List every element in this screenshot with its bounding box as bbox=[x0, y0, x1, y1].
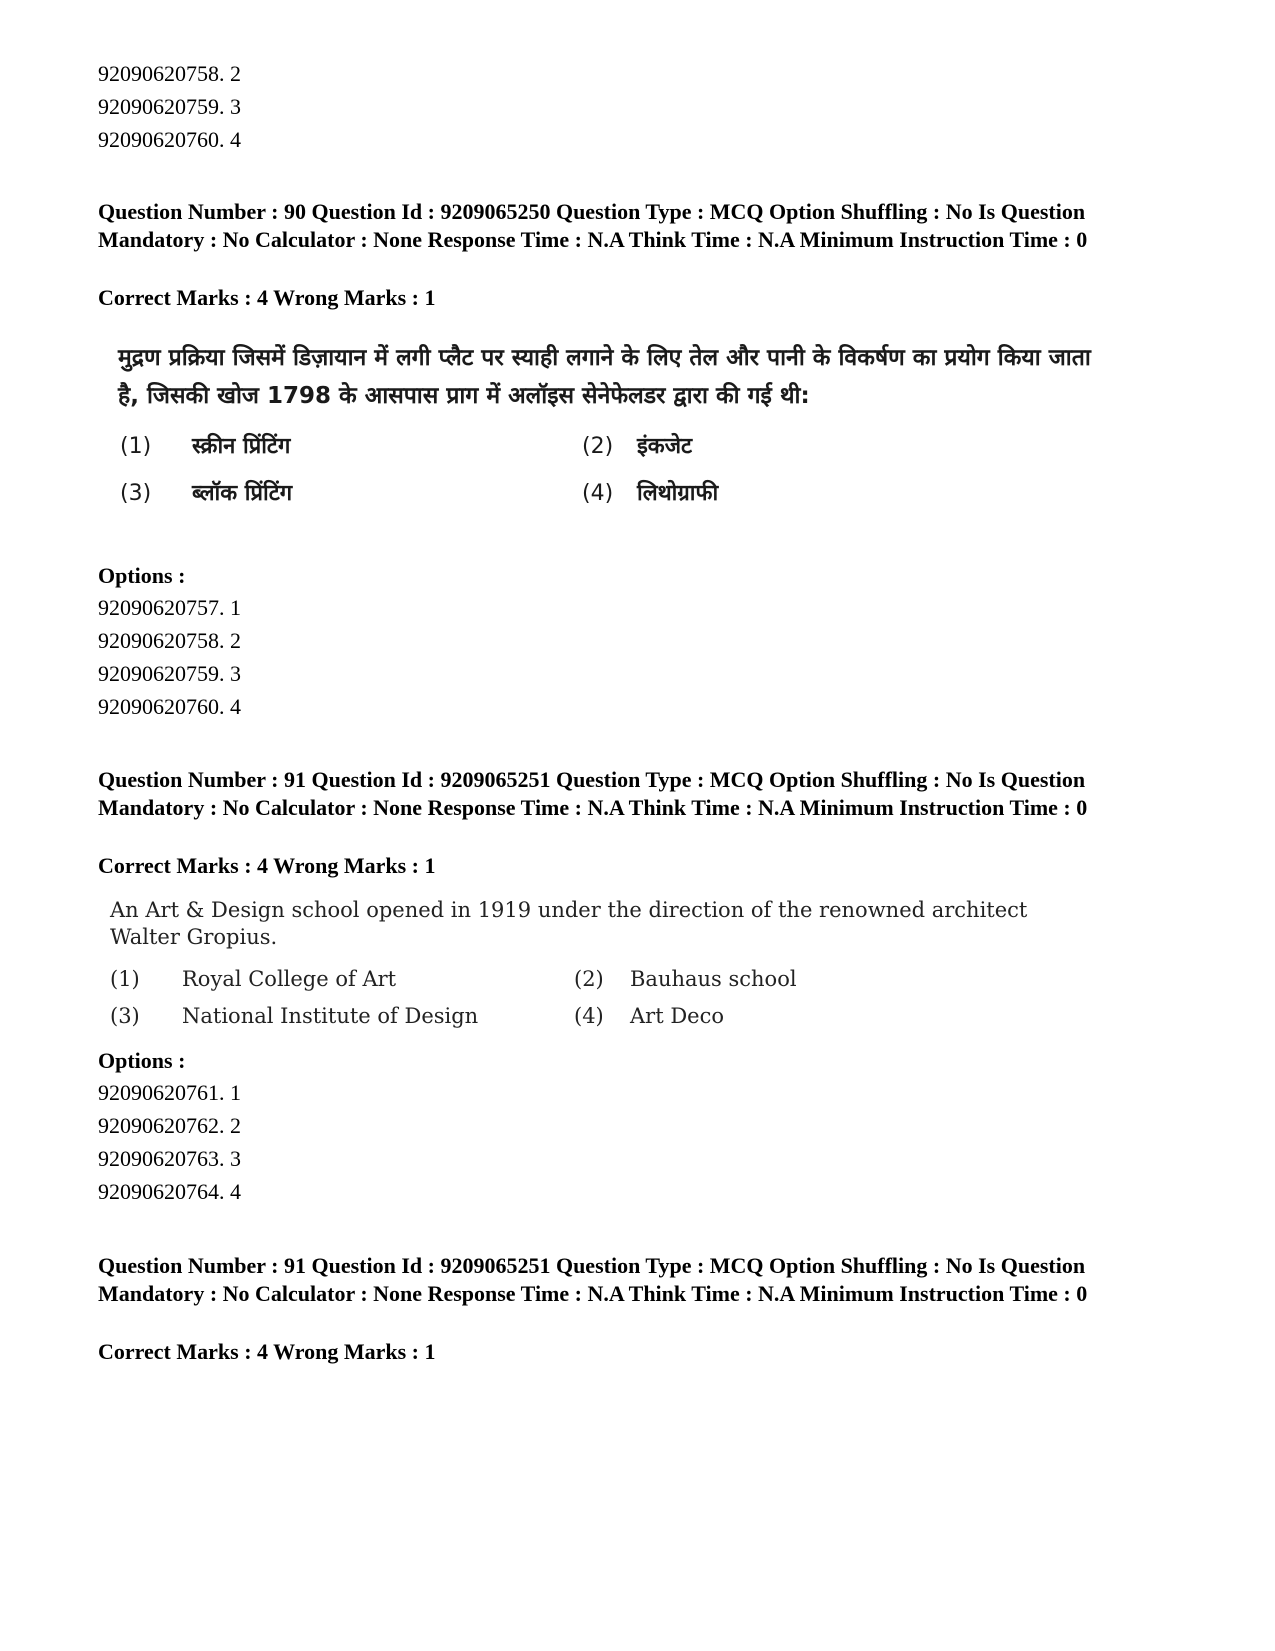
choice-label: Royal College of Art bbox=[182, 967, 397, 991]
question-marks: Correct Marks : 4 Wrong Marks : 1 bbox=[98, 1339, 436, 1364]
choice-label: स्क्रीन प्रिंटिंग bbox=[192, 434, 291, 459]
options-heading: Options : bbox=[98, 1048, 186, 1073]
option-line: 92090620764. 4 bbox=[98, 1179, 241, 1204]
question-text: An Art & Design school opened in 1919 under the direction of the renowned architect Walter Gropius. bbox=[110, 898, 1028, 949]
choice-item bbox=[582, 430, 692, 460]
choice-number: (1) bbox=[120, 434, 152, 459]
question-meta: Question Number : 91 Question Id : 9209065251 Question Type : MCQ Option Shuffling : No Is Question Mandatory : No Calculator : None Response Time : N.A Think Time : N.A Minimum Instruction Time : 0 bbox=[98, 767, 1088, 820]
question-meta: Question Number : 90 Question Id : 9209065250 Question Type : MCQ Option Shuffling : No Is Question Mandatory : No Calculator : None Response Time : N.A Think Time : N.A Minimum Instruction Time : 0 bbox=[98, 199, 1088, 252]
options-heading: Options : bbox=[98, 563, 186, 588]
choice-label: Art Deco bbox=[630, 1004, 724, 1028]
question-marks: Correct Marks : 4 Wrong Marks : 1 bbox=[98, 285, 436, 310]
option-line: 92090620763. 3 bbox=[98, 1146, 241, 1171]
choice-label: ब्लॉक प्रिंटिंग bbox=[192, 481, 293, 506]
choice-item bbox=[574, 1004, 724, 1028]
option-line: 92090620759. 3 bbox=[98, 661, 241, 686]
choice-item bbox=[120, 430, 290, 460]
option-line: 92090620762. 2 bbox=[98, 1113, 241, 1138]
choice-number: (2) bbox=[574, 967, 604, 991]
question-image bbox=[106, 893, 1106, 1043]
choice-label: लिथोग्राफी bbox=[637, 481, 719, 506]
choice-number: (4) bbox=[582, 481, 614, 506]
option-line: 92090620758. 2 bbox=[98, 61, 241, 86]
choice-label: Bauhaus school bbox=[630, 967, 797, 991]
option-line: 92090620760. 4 bbox=[98, 127, 241, 152]
choice-item bbox=[574, 967, 797, 991]
option-line: 92090620761. 1 bbox=[98, 1080, 241, 1105]
option-line: 92090620759. 3 bbox=[98, 94, 241, 119]
option-line: 92090620758. 2 bbox=[98, 628, 241, 653]
choice-number: (3) bbox=[120, 481, 152, 506]
choice-item bbox=[110, 967, 396, 991]
choice-item bbox=[120, 477, 292, 507]
option-line: 92090620760. 4 bbox=[98, 694, 241, 719]
option-line: 92090620757. 1 bbox=[98, 595, 241, 620]
choice-number: (1) bbox=[110, 967, 140, 991]
choice-number: (4) bbox=[574, 1004, 604, 1028]
choice-label: इंकजेट bbox=[637, 434, 693, 459]
question-marks: Correct Marks : 4 Wrong Marks : 1 bbox=[98, 853, 436, 878]
choice-number: (3) bbox=[110, 1004, 140, 1028]
question-meta: Question Number : 91 Question Id : 9209065251 Question Type : MCQ Option Shuffling : No Is Question Mandatory : No Calculator : None Response Time : N.A Think Time : N.A Minimum Instruction Time : 0 bbox=[98, 1253, 1088, 1306]
choice-item bbox=[110, 1004, 478, 1028]
choice-number: (2) bbox=[582, 434, 614, 459]
choice-label: National Institute of Design bbox=[182, 1004, 479, 1028]
choice-item bbox=[582, 477, 718, 507]
question-text: मुद्रण प्रक्रिया जिसमें डिज़ायान में लगी प्लैट पर स्याही लगाने के लिए तेल और पानी के विकर्षण का प्रयोग किया जाता है, जिसकी खोज 1798 के आसपास प्राग में अलॉइस सेनेफेलडर द्वारा की गई थी: bbox=[118, 345, 1091, 409]
question-image bbox=[112, 335, 1112, 535]
